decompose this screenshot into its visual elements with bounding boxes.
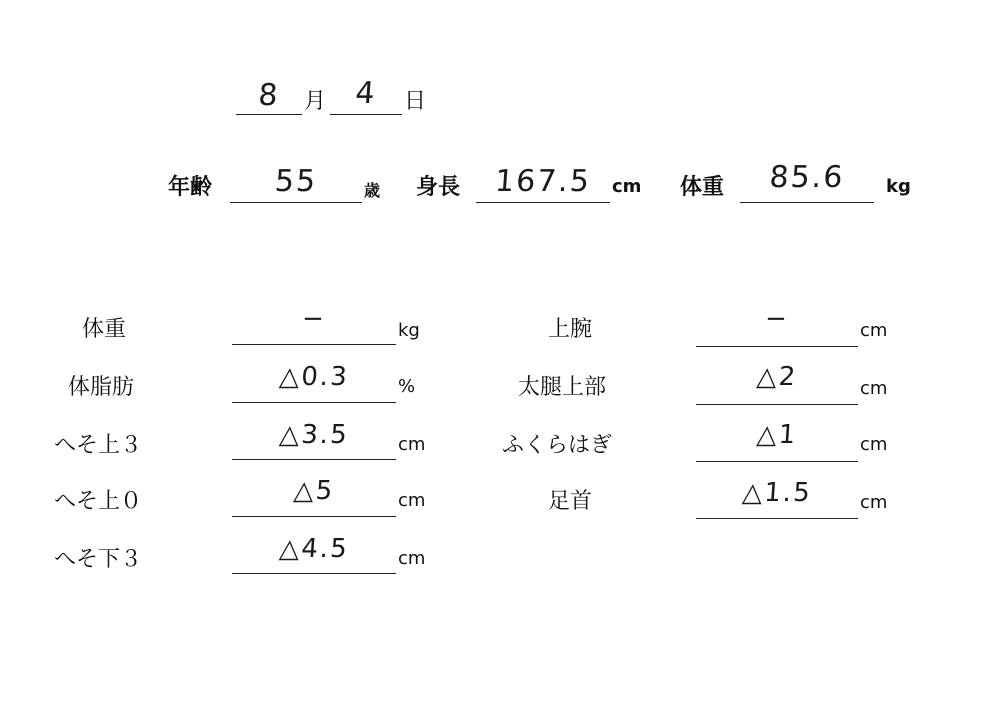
left-item-value: △5	[292, 476, 336, 506]
date-day-line	[330, 114, 402, 115]
age-value: 55	[273, 164, 319, 199]
left-item-unit: cm	[398, 434, 426, 455]
right-item-unit: cm	[860, 434, 888, 455]
left-item-label: へそ上３	[54, 433, 143, 458]
date-day-value: 4	[354, 76, 378, 111]
right-item-value: △1.5	[741, 478, 813, 508]
right-item-line	[696, 461, 858, 462]
left-item-unit: %	[398, 376, 416, 397]
weight-value: 85.6	[768, 160, 846, 195]
left-item-value: △0.3	[278, 362, 350, 392]
weight-unit: kg	[886, 176, 911, 197]
left-item-value: △4.5	[278, 534, 350, 564]
right-item-value: −	[764, 304, 790, 334]
age-label: 年齢	[168, 175, 213, 200]
left-item-unit: kg	[398, 320, 420, 341]
left-item-line	[232, 402, 396, 403]
left-item-line	[232, 459, 396, 460]
date-day-label: 日	[404, 89, 427, 114]
age-unit: 歳	[364, 181, 381, 200]
date-month-label: 月	[304, 89, 327, 114]
right-item-unit: cm	[860, 320, 888, 341]
date-month-value: 8	[257, 78, 281, 113]
right-item-line	[696, 404, 858, 405]
height-unit: cm	[612, 176, 642, 197]
height-label: 身長	[416, 175, 461, 200]
age-line	[230, 202, 362, 203]
weight-line	[740, 202, 874, 203]
left-item-unit: cm	[398, 548, 426, 569]
left-item-unit: cm	[398, 490, 426, 511]
right-item-value: △2	[755, 362, 799, 392]
left-item-line	[232, 344, 396, 345]
left-item-label: へそ上０	[54, 489, 143, 514]
right-item-label: 上腕	[548, 317, 593, 342]
right-item-value: △1	[755, 420, 799, 450]
left-item-label: 体重	[82, 317, 127, 342]
right-item-label: 足首	[548, 489, 593, 514]
right-item-line	[696, 346, 858, 347]
left-item-value: −	[301, 304, 327, 334]
date-month-line	[236, 114, 302, 115]
right-item-unit: cm	[860, 492, 888, 513]
left-item-line	[232, 573, 396, 574]
right-item-label: ふくらはぎ	[502, 433, 613, 458]
left-item-label: へそ下３	[54, 547, 143, 572]
left-item-label: 体脂肪	[68, 375, 135, 400]
height-value: 167.5	[493, 164, 593, 199]
right-item-unit: cm	[860, 378, 888, 399]
left-item-line	[232, 516, 396, 517]
right-item-label: 太腿上部	[518, 375, 607, 400]
right-item-line	[696, 518, 858, 519]
left-item-value: △3.5	[278, 420, 350, 450]
height-line	[476, 202, 610, 203]
weight-label: 体重	[680, 175, 725, 200]
